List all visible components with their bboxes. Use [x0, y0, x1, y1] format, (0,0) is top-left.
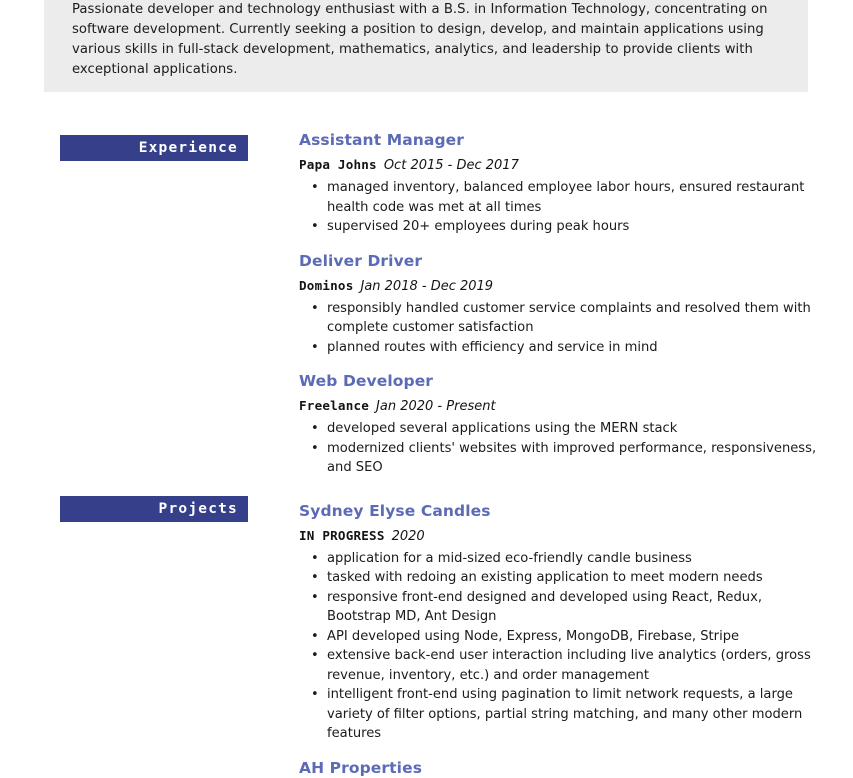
resume-content-column [299, 130, 819, 778]
bullet-list [299, 299, 819, 358]
bullet-list [299, 549, 819, 744]
section-spacer [299, 492, 819, 501]
list-item: • managed inventory, balanced employee labor hours, ensured restaurant health code was met at all times [327, 178, 819, 217]
company-name: Papa Johns [299, 157, 377, 172]
list-item: • responsive front-end designed and developed using React, Redux, Bootstrap MD, Ant Design [327, 588, 819, 627]
job-title: Deliver Driver [299, 251, 423, 270]
experience-entry [299, 251, 819, 358]
list-item: • tasked with redoing an existing application to meet modern needs [327, 568, 819, 588]
project-entry [299, 501, 819, 744]
company-line [299, 154, 819, 176]
list-item: • developed several applications using the MERN stack [327, 419, 819, 439]
job-title: Assistant Manager [299, 131, 465, 149]
experience-entry [299, 371, 819, 478]
list-item: • API developed using Node, Express, MongoDB, Firebase, Stripe [327, 627, 819, 647]
section-label-projects: Projects [60, 496, 248, 522]
company-line [299, 395, 819, 417]
list-item: • supervised 20+ employees during peak hours [327, 217, 819, 237]
company-name: Dominos [299, 277, 354, 293]
project-title: AH Properties [299, 758, 423, 777]
list-item: • planned routes with efficiency and service in mind [327, 338, 819, 358]
employment-dates: Jan 2018 - Dec 2019 [360, 278, 494, 294]
experience-entry [299, 130, 819, 237]
employment-dates: Oct 2015 - Dec 2017 [383, 158, 519, 173]
list-item: • intelligent front-end using pagination to limit network requests, a large variety of filter options, partial string matching, and many other modern features [327, 685, 819, 744]
company-line [299, 275, 819, 297]
project-status-line [299, 525, 819, 547]
list-item: • modernized clients' websites with improved performance, responsiveness, and SEO [327, 439, 819, 478]
bullet-list [299, 178, 819, 237]
job-title: Web Developer [299, 372, 434, 390]
list-item: • application for a mid-sized eco-friendly candle business [327, 549, 819, 569]
list-item: • extensive back-end user interaction including live analytics (orders, gross revenue, inventory, etc.) and order management [327, 646, 819, 685]
project-title: Sydney Elyse Candles [299, 501, 491, 520]
section-label-experience: Experience [60, 135, 248, 161]
list-item: • responsibly handled customer service complaints and resolved them with complete customer satisfaction [327, 299, 819, 338]
project-status: IN PROGRESS [299, 527, 385, 543]
summary-text: Passionate developer and technology enthusiast with a B.S. in Information Technology, concentrating on software development. Currently seeking a position to design, develop, and maintain applications using various skills in full-stack development, mathematics, analytics, and leadership to provide clients with exceptional applications. [72, 2, 768, 77]
company-name: Freelance [299, 398, 370, 413]
bullet-list [299, 419, 819, 478]
employment-dates: Jan 2020 - Present [376, 399, 496, 414]
project-year: 2020 [391, 528, 425, 544]
